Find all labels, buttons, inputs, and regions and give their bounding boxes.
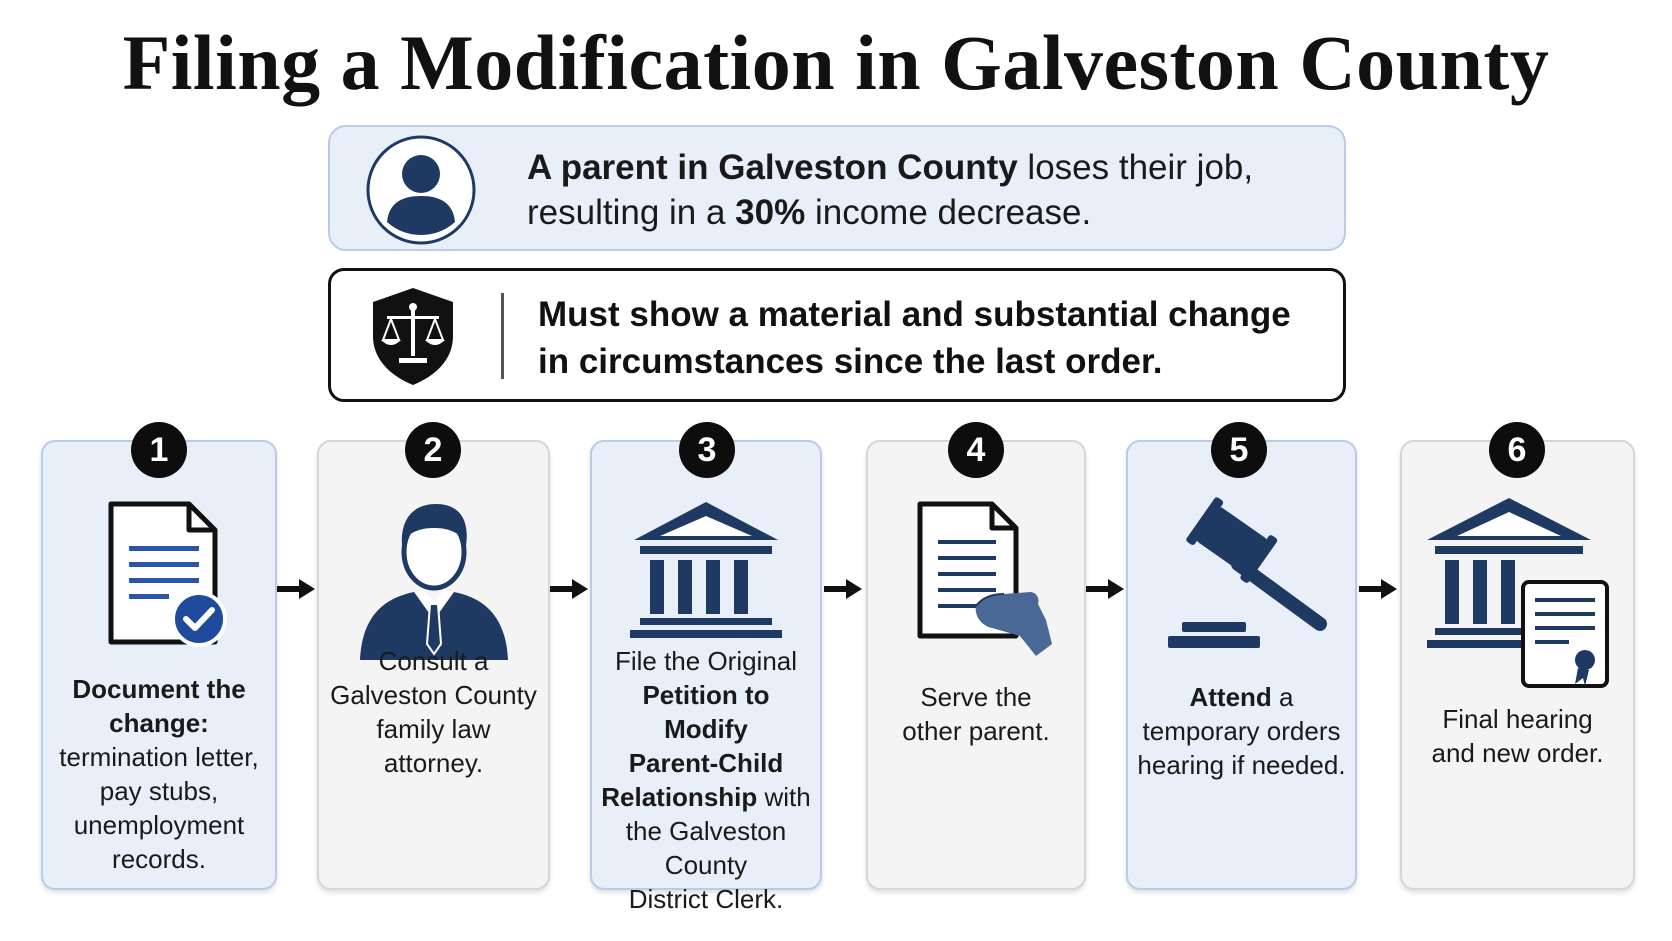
step-5-caption: [1136, 680, 1347, 782]
step-3-text-with: with: [757, 782, 811, 812]
page-title: Filing a Modification in Galveston County: [122, 19, 1550, 106]
arrow-right-icon: [1086, 577, 1126, 601]
step-3-card: [590, 440, 822, 914]
step-3-text-1: File the Original: [614, 646, 798, 676]
attorney-icon: [354, 494, 514, 664]
step-1-bold-text: Document the change:: [72, 674, 246, 738]
step-4-number: 4: [948, 422, 1004, 478]
requirement-line2: in circumstances since the last order.: [538, 342, 1163, 381]
step-2-text-1: Consult a: [378, 646, 489, 676]
step-5-text-a: a: [1271, 682, 1294, 712]
step-1-number: 1: [131, 422, 187, 478]
step-3-bold-2: Parent-Child: [628, 748, 784, 778]
scenario-line1-bold: A parent in Galveston County: [527, 148, 1018, 187]
step-1-text: termination letter, pay stubs, unemployment records.: [59, 742, 259, 874]
step-6-text-1: Final hearing: [1442, 704, 1593, 734]
step-2-text-4: attorney.: [383, 748, 484, 778]
step-6-caption: [1410, 702, 1625, 770]
step-4-card: [866, 440, 1086, 890]
step-3-text-2: the Galveston County: [625, 816, 787, 880]
step-1-caption: [51, 672, 267, 876]
step-3-caption: [600, 644, 812, 916]
step-4-text-1: Serve the: [920, 682, 1032, 712]
step-3-bold-3: Relationship: [601, 782, 758, 812]
step-3-number: 3: [679, 422, 735, 478]
courthouse-icon: [626, 494, 786, 644]
requirement-text: [538, 291, 1328, 385]
step-4-caption: [876, 680, 1076, 748]
step-5-bold: Attend: [1189, 682, 1272, 712]
step-3-text-3: District Clerk.: [628, 884, 784, 914]
step-5-text-3: hearing if needed.: [1137, 750, 1346, 780]
arrow-right-icon: [550, 577, 590, 601]
step-6-card: [1400, 440, 1635, 890]
step-4-text-2: other parent.: [902, 716, 1050, 746]
arrow-right-icon: [1359, 577, 1399, 601]
gavel-icon: [1152, 494, 1332, 654]
step-5-text-2: temporary orders: [1142, 716, 1341, 746]
step-6-text-2: and new order.: [1431, 738, 1604, 768]
document-check-icon: [89, 494, 229, 654]
step-2-number: 2: [405, 422, 461, 478]
step-3-bold-1: Petition to Modify: [642, 680, 770, 744]
document-hand-icon: [896, 494, 1056, 664]
step-5-number: 5: [1211, 422, 1267, 478]
step-2-text-2: Galveston County: [330, 680, 537, 710]
scenario-line2-rest: income decrease.: [805, 193, 1092, 232]
arrow-right-icon: [277, 577, 317, 601]
arrow-right-icon: [824, 577, 864, 601]
step-2-text-3: family law: [376, 714, 491, 744]
courthouse-certificate-icon: [1423, 494, 1613, 694]
scenario-percent: 30%: [735, 193, 806, 232]
scenario-line1-rest: loses their job,: [1017, 148, 1254, 187]
step-2-card: [317, 440, 550, 890]
step-2-caption: [327, 644, 540, 780]
step-1-card: [41, 440, 277, 890]
scenario-line2-start: resulting in a: [527, 193, 736, 232]
person-avatar-icon: [365, 134, 477, 246]
shield-scales-icon: [369, 284, 457, 388]
step-5-card: [1126, 440, 1357, 890]
step-6-number: 6: [1489, 422, 1545, 478]
requirement-line1: Must show a material and substantial change: [538, 295, 1291, 334]
scenario-text: [527, 145, 1327, 235]
divider: [501, 293, 504, 379]
requirement-box: [328, 268, 1346, 402]
scenario-box: [328, 125, 1346, 251]
